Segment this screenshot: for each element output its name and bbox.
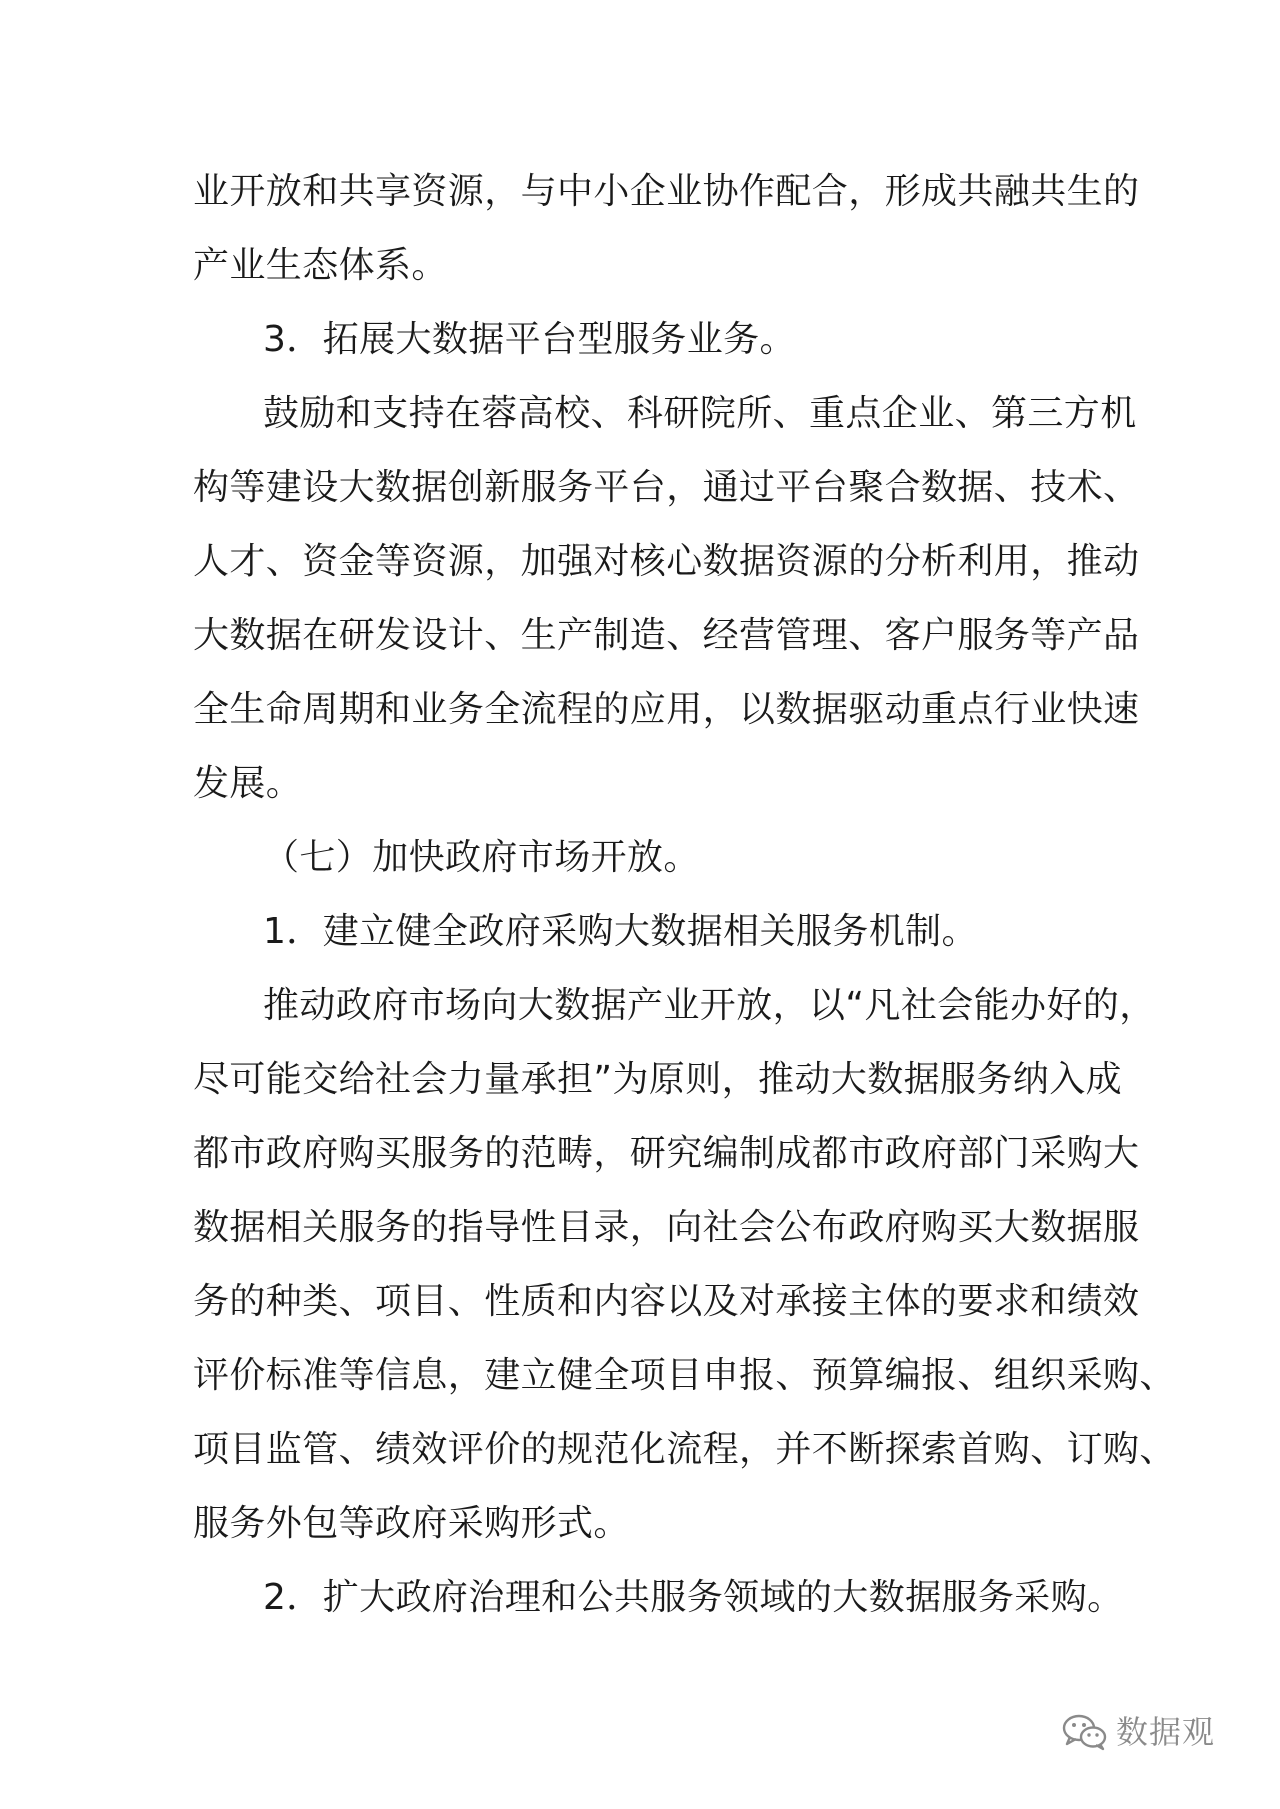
document-body xyxy=(193,155,1176,1635)
text-line: 尽可能交给社会力量承担”为原则，推动大数据服务纳入成 xyxy=(193,1059,1123,1100)
text-line: 项目监管、绩效评价的规范化流程，并不断探索首购、订购、 xyxy=(193,1429,1176,1470)
watermark-text: 数据观 xyxy=(1116,1713,1216,1751)
text-line: 2．扩大政府治理和公共服务领域的大数据服务采购。 xyxy=(263,1577,1124,1618)
paragraph xyxy=(193,821,1093,895)
text-line: 服务外包等政府采购形式。 xyxy=(193,1503,630,1544)
paragraph xyxy=(193,303,1093,377)
text-line: 大数据在研发设计、生产制造、经营管理、客户服务等产品 xyxy=(193,615,1140,656)
paragraph xyxy=(193,155,1140,303)
wechat-icon xyxy=(1062,1713,1108,1751)
text-line: 务的种类、项目、性质和内容以及对承接主体的要求和绩效 xyxy=(193,1281,1140,1322)
text-line: 鼓励和支持在蓉高校、科研院所、重点企业、第三方机 xyxy=(263,393,1137,434)
text-line: 全生命周期和业务全流程的应用，以数据驱动重点行业快速 xyxy=(193,689,1140,730)
text-line: 数据相关服务的指导性目录，向社会公布政府购买大数据服 xyxy=(193,1207,1140,1248)
text-line: 推动政府市场向大数据产业开放，以“凡社会能办好的， xyxy=(263,985,1156,1026)
paragraph xyxy=(193,377,1140,821)
watermark xyxy=(1062,1712,1215,1752)
text-line: 构等建设大数据创新服务平台，通过平台聚合数据、技术、 xyxy=(193,467,1140,508)
paragraph xyxy=(193,969,1176,1561)
paragraph xyxy=(193,895,1093,969)
text-line: 评价标准等信息，建立健全项目申报、预算编报、组织采购、 xyxy=(193,1355,1176,1396)
text-line: 产业生态体系。 xyxy=(193,245,448,286)
text-line: （七）加快政府市场开放。 xyxy=(263,837,700,878)
text-line: 3．拓展大数据平台型服务业务。 xyxy=(263,319,796,360)
text-line: 人才、资金等资源，加强对核心数据资源的分析利用，推动 xyxy=(193,541,1140,582)
text-line: 都市政府购买服务的范畴，研究编制成都市政府部门采购大 xyxy=(193,1133,1140,1174)
text-line: 发展。 xyxy=(193,763,303,804)
text-line: 业开放和共享资源，与中小企业协作配合，形成共融共生的 xyxy=(193,171,1140,212)
paragraph xyxy=(193,1561,1124,1635)
text-line: 1．建立健全政府采购大数据相关服务机制。 xyxy=(263,911,978,952)
